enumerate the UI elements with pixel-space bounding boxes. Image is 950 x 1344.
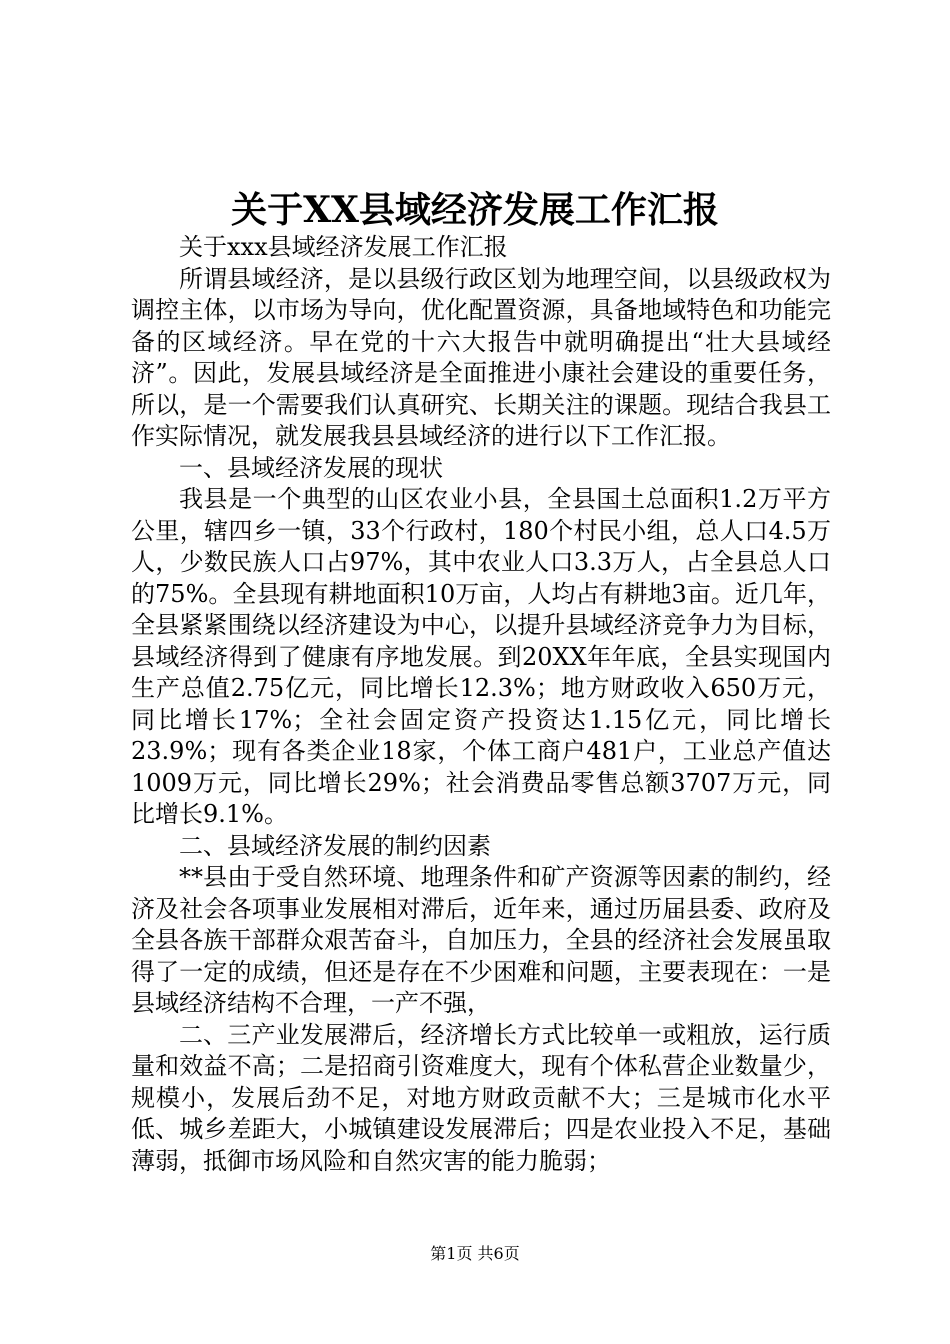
paragraph-constraints: **县由于受自然环境、地理条件和矿产资源等因素的制约，经济及社会各项事业发展相对滞后，近年来，通过历届县委、政府及全县各族干部群众艰苦奋斗，自加压力，全县的经济社会发展虽取得了一定的成绩，但还是存在不少困难和问题，主要表现在：一是县域经济结构不合理，一产不强，	[131, 863, 831, 1017]
paragraph-status: 我县是一个典型的山区农业小县，全县国土总面积1.2万平方公里，辖四乡一镇，33个行政村，180个村民小组，总人口4.5万人，少数民族人口占97%，其中农业人口3.3万人，占全县总人口的75%。全县现有耕地面积10万亩，人均占有耕地3亩。近几年，全县紧紧围绕以经济建设为中心，以提升县域经济竞争力为目标，县域经济得到了健康有序地发展。到20XX年年底，全县实现国内生产总值2.75亿元，同比增长12.3%；地方财政收入650万元，同比增长17%；全社会固定资产投资达1.15亿元，同比增长23.9%；现有各类企业18家，个体工商户481户，工业总产值达1009万元，同比增长29%；社会消费品零售总额3707万元，同比增长9.1%。	[131, 485, 831, 828]
document-body	[131, 232, 831, 1177]
paragraph-intro: 所谓县域经济，是以县级行政区划为地理空间，以县级政权为调控主体，以市场为导向，优化配置资源，具备地域特色和功能完备的区域经济。早在党的十六大报告中就明确提出“壮大县域经济”。因此，发展县域经济是全面推进小康社会建设的重要任务，所以，是一个需要我们认真研究、长期关注的课题。现结合我县工作实际情况，就发展我县县域经济的进行以下工作汇报。	[131, 264, 831, 450]
document-title: 关于XX县域经济发展工作汇报	[231, 189, 719, 231]
paragraph-constraints-continued: 二、三产业发展滞后，经济增长方式比较单一或粗放，运行质量和效益不高；二是招商引资难度大，现有个体私营企业数量少，规模小，发展后劲不足，对地方财政贡献不大；三是城市化水平低、城乡差距大，小城镇建设发展滞后；四是农业投入不足，基础薄弱，抵御市场风险和自然灾害的能力脆弱；	[131, 1020, 831, 1175]
paragraph-subtitle: 关于xxx县域经济发展工作汇报	[179, 233, 508, 261]
section-heading-status: 一、县域经济发展的现状	[179, 453, 443, 482]
section-heading-constraints: 二、县域经济发展的制约因素	[179, 831, 491, 860]
page-footer: 第1页 共6页	[430, 1244, 520, 1263]
